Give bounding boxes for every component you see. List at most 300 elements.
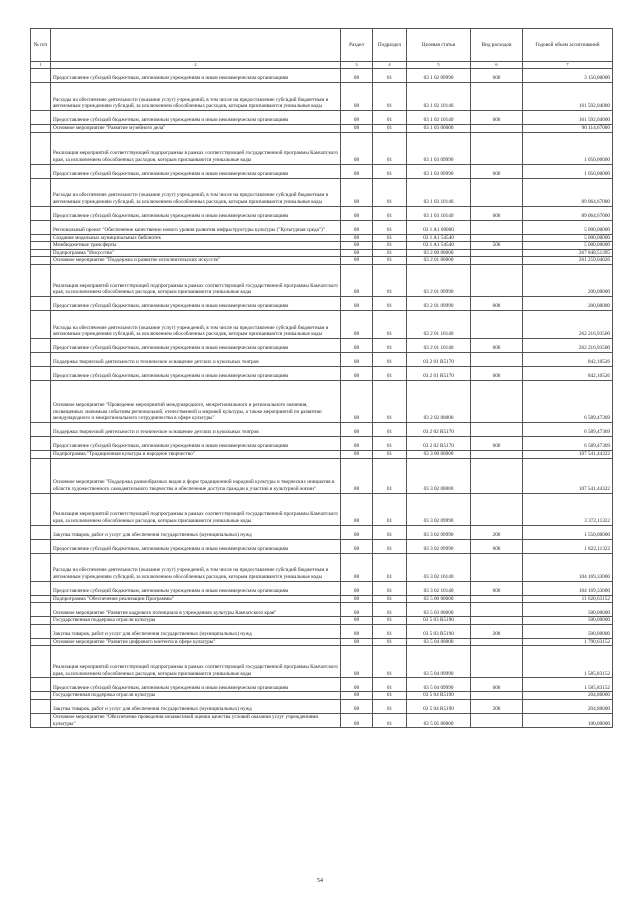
row-name-cell: Предоставление субсидий бюджетным, автономным учреждениям и иным некоммерческим организациям [51, 338, 341, 352]
amount-cell: 104 169,33000 [523, 553, 613, 581]
row-number-cell [31, 111, 51, 125]
podrazdel-cell: 01 [373, 352, 407, 366]
razdel-cell: 08 [341, 699, 373, 713]
razdel-cell: 08 [341, 69, 373, 83]
table-body [31, 69, 613, 728]
table-row [31, 132, 613, 164]
row-number-cell [31, 83, 51, 111]
table-row [31, 178, 613, 206]
row-name-cell: Основное мероприятие "Развитие кадрового потенциала в учреждениях культуры Камчатского края" [51, 603, 341, 617]
amount-cell: 204,80000 [523, 699, 613, 713]
expense-type-cell: 500 [471, 242, 523, 250]
table-row [31, 83, 613, 111]
budget-table [30, 28, 613, 728]
table-row [31, 310, 613, 338]
table-row [31, 111, 613, 125]
row-name-cell: Предоставление субсидий бюджетным, автономным учреждениям и иным некоммерческим организациям [51, 436, 341, 450]
target-article-cell: 03 3 02 10140 [407, 553, 471, 581]
row-name-cell: Расходы на обеспечение деятельности (оказание услуг) учреждений, в том числе на предоставление субсидий бюджетным и автономным учреждениям субсидий, за исключением обособленных расходов, которым присваиваются уникальные коды [51, 310, 341, 338]
podrazdel-cell: 01 [373, 296, 407, 310]
column-number-row [31, 62, 613, 69]
row-number-cell [31, 164, 51, 178]
amount-cell: 842,10526 [523, 366, 613, 380]
razdel-cell: 08 [341, 264, 373, 296]
expense-type-cell: 600 [471, 678, 523, 692]
expense-type-cell: 200 [471, 525, 523, 539]
expense-type-cell: 600 [471, 111, 523, 125]
row-name-cell: Основное мероприятие "Проведение мероприятий международного, межрегионального и регионального значения, посвященных значимым событиям региональной, отечественной и мировой культуры, а также мероприятий по развитию международного и межрегионального сотрудничества в сфере культуры" [51, 380, 341, 422]
podrazdel-cell: 01 [373, 699, 407, 713]
amount-cell: 842,10526 [523, 352, 613, 366]
target-article-cell: 03 1 02 09990 [407, 69, 471, 83]
razdel-cell: 08 [341, 624, 373, 638]
razdel-cell: 08 [341, 458, 373, 493]
expense-type-cell [471, 617, 523, 625]
row-number-cell [31, 178, 51, 206]
expense-type-cell: 600 [471, 164, 523, 178]
row-number-cell [31, 713, 51, 727]
podrazdel-cell: 01 [373, 603, 407, 617]
row-number-cell [31, 699, 51, 713]
razdel-cell: 08 [341, 646, 373, 678]
amount-cell: 1 050,00000 [523, 132, 613, 164]
podrazdel-cell: 01 [373, 617, 407, 625]
target-article-cell: 03 3 02 09990 [407, 539, 471, 553]
table-row [31, 624, 613, 638]
expense-type-cell [471, 257, 523, 265]
amount-cell: 1 585,83152 [523, 646, 613, 678]
target-article-cell: 03 5 03 R5190 [407, 624, 471, 638]
column-number: 7 [523, 62, 613, 69]
podrazdel-cell: 01 [373, 178, 407, 206]
razdel-cell: 08 [341, 111, 373, 125]
table-row [31, 699, 613, 713]
razdel-cell: 08 [341, 83, 373, 111]
razdel-cell: 08 [341, 125, 373, 133]
podrazdel-cell: 01 [373, 338, 407, 352]
row-name-cell: Создание модельных муниципальных библиотек [51, 234, 341, 242]
amount-cell: 3 372,11322 [523, 493, 613, 525]
table-row [31, 264, 613, 296]
amount-cell: 200,00000 [523, 264, 613, 296]
table-row [31, 366, 613, 380]
row-number-cell [31, 493, 51, 525]
row-name-cell: Основное мероприятие "Обеспечение проведения независимой оценки качества условий оказания услуг учреждениями культуры" [51, 713, 341, 727]
target-article-cell: 03 2 00 00000 [407, 249, 471, 257]
razdel-cell: 08 [341, 132, 373, 164]
expense-type-cell [471, 125, 523, 133]
row-number-cell [31, 617, 51, 625]
amount-cell: 1 585,83152 [523, 678, 613, 692]
row-number-cell [31, 380, 51, 422]
podrazdel-cell: 01 [373, 525, 407, 539]
expense-type-cell [471, 595, 523, 603]
row-number-cell [31, 132, 51, 164]
podrazdel-cell: 01 [373, 595, 407, 603]
row-name-cell: Поддержка творческой деятельности и техническое оснащение детских и кукольных театров [51, 422, 341, 436]
table-row [31, 713, 613, 727]
table-row [31, 242, 613, 250]
column-number: 6 [471, 62, 523, 69]
razdel-cell: 08 [341, 366, 373, 380]
row-name-cell: Предоставление субсидий бюджетным, автономным учреждениям и иным некоммерческим организациям [51, 296, 341, 310]
expense-type-cell [471, 264, 523, 296]
header-row [31, 29, 613, 62]
header-podrazdel: Подраздел [373, 29, 407, 62]
razdel-cell: 08 [341, 539, 373, 553]
podrazdel-cell: 01 [373, 234, 407, 242]
razdel-cell: 08 [341, 249, 373, 257]
target-article-cell: 03 1 02 10140 [407, 111, 471, 125]
row-name-cell: Расходы на обеспечение деятельности (оказание услуг) учреждений, в том числе на предоставление субсидий бюджетным и автономным учреждениям субсидий, за исключением обособленных расходов, которым присваиваются уникальные коды [51, 83, 341, 111]
target-article-cell: 03 2 02 R5170 [407, 436, 471, 450]
razdel-cell: 08 [341, 493, 373, 525]
target-article-cell: 03 3 02 10140 [407, 581, 471, 595]
row-name-cell: Расходы на обеспечение деятельности (оказание услуг) учреждений, в том числе на предоставление субсидий бюджетным и автономным учреждениям субсидий, за исключением обособленных расходов, которым присваиваются уникальные коды [51, 178, 341, 206]
target-article-cell: 03 1 03 09990 [407, 132, 471, 164]
column-number: 4 [373, 62, 407, 69]
amount-cell: 90 114,67000 [523, 125, 613, 133]
podrazdel-cell: 01 [373, 83, 407, 111]
table-row [31, 638, 613, 646]
target-article-cell: 03 5 04 R5190 [407, 699, 471, 713]
podrazdel-cell: 01 [373, 493, 407, 525]
expense-type-cell [471, 450, 523, 458]
table-row [31, 206, 613, 220]
row-name-cell: Региональный проект "Обеспечение качественно нового уровня развития инфраструктуры культуры ("Культурная среда")" [51, 220, 341, 234]
row-name-cell: Предоставление субсидий бюджетным, автономным учреждениям и иным некоммерческим организациям [51, 206, 341, 220]
target-article-cell: 03 2 01 R5170 [407, 352, 471, 366]
target-article-cell: 03 2 02 00000 [407, 380, 471, 422]
row-number-cell [31, 69, 51, 83]
row-name-cell: Реализация мероприятий соответствующей подпрограммы в рамках соответствующей государственной программы Камчатского края, за исключением обособленных расходов, которым присваиваются уникальные коды [51, 264, 341, 296]
amount-cell: 3 150,00000 [523, 69, 613, 83]
razdel-cell: 08 [341, 338, 373, 352]
podrazdel-cell: 01 [373, 638, 407, 646]
expense-type-cell [471, 638, 523, 646]
table-row [31, 338, 613, 352]
table-row [31, 296, 613, 310]
razdel-cell: 08 [341, 164, 373, 178]
table-row [31, 678, 613, 692]
row-name-cell: Предоставление субсидий бюджетным, автономным учреждениям и иным некоммерческим организациям [51, 539, 341, 553]
row-name-cell: Реализация мероприятий соответствующей подпрограммы в рамках соответствующей государственной программы Камчатского края, за исключением обособленных расходов, которым присваиваются уникальные коды [51, 646, 341, 678]
row-name-cell: Подпрограмма "Традиционная культура и народное творчество" [51, 450, 341, 458]
podrazdel-cell: 01 [373, 125, 407, 133]
expense-type-cell [471, 380, 523, 422]
podrazdel-cell: 01 [373, 206, 407, 220]
table-row [31, 539, 613, 553]
razdel-cell: 08 [341, 581, 373, 595]
amount-cell: 1 550,00000 [523, 525, 613, 539]
expense-type-cell [471, 646, 523, 678]
target-article-cell: 03 2 01 00000 [407, 257, 471, 265]
row-number-cell [31, 646, 51, 678]
podrazdel-cell: 01 [373, 220, 407, 234]
row-number-cell [31, 692, 51, 700]
row-number-cell [31, 436, 51, 450]
podrazdel-cell: 01 [373, 692, 407, 700]
expense-type-cell [471, 132, 523, 164]
razdel-cell: 08 [341, 603, 373, 617]
expense-type-cell [471, 603, 523, 617]
razdel-cell: 08 [341, 242, 373, 250]
razdel-cell: 08 [341, 617, 373, 625]
target-article-cell: 03 5 04 00000 [407, 638, 471, 646]
expense-type-cell [471, 83, 523, 111]
row-name-cell: Основное мероприятие "Поддержка разнообразных видов и форм традиционной народной культуры и творческих инициатив в области художественного самодеятельного творчества и обеспечение доступа граждан к участию в культурной жизни" [51, 458, 341, 493]
row-name-cell: Основное мероприятие "Развитие цифрового контента в сфере культуры" [51, 638, 341, 646]
row-name-cell: Расходы на обеспечение деятельности (оказание услуг) учреждений, в том числе на предоставление субсидий бюджетным и автономным учреждениям субсидий, за исключением обособленных расходов, которым присваиваются уникальные коды [51, 553, 341, 581]
header-target-article: Целевая статья [407, 29, 471, 62]
target-article-cell: 03 2 01 09990 [407, 264, 471, 296]
table-row [31, 458, 613, 493]
podrazdel-cell: 01 [373, 624, 407, 638]
expense-type-cell [471, 352, 523, 366]
page-number: 54 [317, 878, 323, 884]
table-row [31, 603, 613, 617]
podrazdel-cell: 01 [373, 450, 407, 458]
expense-type-cell [471, 553, 523, 581]
expense-type-cell [471, 458, 523, 493]
table-row [31, 646, 613, 678]
expense-type-cell [471, 310, 523, 338]
row-name-cell: Предоставление субсидий бюджетным, автономным учреждениям и иным некоммерческим организациям [51, 111, 341, 125]
document-sheet [30, 28, 612, 728]
column-number: 5 [407, 62, 471, 69]
row-number-cell [31, 458, 51, 493]
amount-cell: 89 064,67000 [523, 206, 613, 220]
amount-cell: 1 050,00000 [523, 164, 613, 178]
table-row [31, 692, 613, 700]
table-row [31, 581, 613, 595]
target-article-cell: 03 5 05 00000 [407, 713, 471, 727]
target-article-cell: 03 2 02 R5170 [407, 422, 471, 436]
row-number-cell [31, 366, 51, 380]
column-number: 3 [341, 62, 373, 69]
razdel-cell: 08 [341, 310, 373, 338]
podrazdel-cell: 01 [373, 132, 407, 164]
amount-cell: 107 541,44322 [523, 458, 613, 493]
row-number-cell [31, 234, 51, 242]
header-razdel: Раздел [341, 29, 373, 62]
amount-cell: 1 790,63152 [523, 638, 613, 646]
row-number-cell [31, 595, 51, 603]
razdel-cell: 08 [341, 692, 373, 700]
podrazdel-cell: 01 [373, 366, 407, 380]
podrazdel-cell: 01 [373, 111, 407, 125]
expense-type-cell: 600 [471, 69, 523, 83]
podrazdel-cell: 01 [373, 264, 407, 296]
row-name-cell: Межбюджетные трансферты [51, 242, 341, 250]
table-row [31, 617, 613, 625]
row-number-cell [31, 242, 51, 250]
razdel-cell: 08 [341, 525, 373, 539]
row-number-cell [31, 296, 51, 310]
amount-cell: 89 064,67000 [523, 178, 613, 206]
amount-cell: 100,00000 [523, 713, 613, 727]
razdel-cell: 08 [341, 206, 373, 220]
table-row [31, 380, 613, 422]
razdel-cell: 08 [341, 450, 373, 458]
target-article-cell: 03 2 01 10140 [407, 338, 471, 352]
amount-cell: 200,00000 [523, 296, 613, 310]
amount-cell: 6 589,47369 [523, 380, 613, 422]
row-name-cell: Подпрограмма "Искусство" [51, 249, 341, 257]
amount-cell: 204,80000 [523, 692, 613, 700]
table-row [31, 249, 613, 257]
amount-cell: 261 259,04026 [523, 257, 613, 265]
razdel-cell: 08 [341, 678, 373, 692]
expense-type-cell: 600 [471, 366, 523, 380]
amount-cell: 500,00000 [523, 617, 613, 625]
row-number-cell [31, 338, 51, 352]
podrazdel-cell: 01 [373, 581, 407, 595]
table-row [31, 525, 613, 539]
table-row [31, 69, 613, 83]
header-name [51, 29, 341, 62]
row-name-cell: Основное мероприятие "Поддержка и развитие исполнительских искусств" [51, 257, 341, 265]
amount-cell: 262 216,93500 [523, 310, 613, 338]
target-article-cell: 03 3 02 09990 [407, 493, 471, 525]
podrazdel-cell: 01 [373, 539, 407, 553]
razdel-cell: 08 [341, 436, 373, 450]
podrazdel-cell: 01 [373, 380, 407, 422]
row-number-cell [31, 206, 51, 220]
target-article-cell: 03 2 01 09990 [407, 296, 471, 310]
row-name-cell: Подпрограмма "Обеспечение реализации Программы" [51, 595, 341, 603]
table-row [31, 257, 613, 265]
razdel-cell: 08 [341, 638, 373, 646]
podrazdel-cell: 01 [373, 164, 407, 178]
expense-type-cell [471, 178, 523, 206]
expense-type-cell [471, 713, 523, 727]
table-row [31, 164, 613, 178]
header-annual-amount: Годовой объем ассигнований [523, 29, 613, 62]
expense-type-cell [471, 493, 523, 525]
row-name-cell: Закупка товаров, работ и услуг для обеспечения государственных (муниципальных) нужд [51, 525, 341, 539]
razdel-cell: 08 [341, 380, 373, 422]
amount-cell: 5 000,00000 [523, 242, 613, 250]
row-name-cell: Предоставление субсидий бюджетным, автономным учреждениям и иным некоммерческим организациям [51, 164, 341, 178]
row-number-cell [31, 603, 51, 617]
header-expense-type: Вид расходов [471, 29, 523, 62]
table-row [31, 595, 613, 603]
amount-cell: 161 592,04000 [523, 111, 613, 125]
podrazdel-cell: 01 [373, 436, 407, 450]
row-number-cell [31, 257, 51, 265]
target-article-cell: 03 5 03 00000 [407, 603, 471, 617]
row-number-cell [31, 352, 51, 366]
row-number-cell [31, 125, 51, 133]
row-number-cell [31, 264, 51, 296]
target-article-cell: 03 5 04 R5190 [407, 692, 471, 700]
razdel-cell: 08 [341, 422, 373, 436]
row-number-cell [31, 450, 51, 458]
row-number-cell [31, 310, 51, 338]
amount-cell: 104 169,33000 [523, 581, 613, 595]
row-number-cell [31, 553, 51, 581]
amount-cell: 262 216,93500 [523, 338, 613, 352]
amount-cell: 11 620,63152 [523, 595, 613, 603]
target-article-cell: 03 5 04 09990 [407, 646, 471, 678]
target-article-cell: 03 3 02 09990 [407, 525, 471, 539]
podrazdel-cell: 01 [373, 69, 407, 83]
table-row [31, 125, 613, 133]
expense-type-cell: 600 [471, 436, 523, 450]
row-name-cell: Предоставление субсидий бюджетным, автономным учреждениям и иным некоммерческим организациям [51, 581, 341, 595]
target-article-cell: 03 5 03 R5190 [407, 617, 471, 625]
header-num: № п/п [31, 29, 51, 62]
amount-cell: 6 589,47369 [523, 436, 613, 450]
row-number-cell [31, 638, 51, 646]
amount-cell: 267 848,51395 [523, 249, 613, 257]
row-number-cell [31, 539, 51, 553]
table-row [31, 436, 613, 450]
target-article-cell: 03 3 02 00000 [407, 458, 471, 493]
razdel-cell: 08 [341, 352, 373, 366]
table-row [31, 553, 613, 581]
target-article-cell: 03 1 02 10140 [407, 83, 471, 111]
target-article-cell: 03 5 00 00000 [407, 595, 471, 603]
row-number-cell [31, 678, 51, 692]
razdel-cell: 08 [341, 595, 373, 603]
expense-type-cell: 600 [471, 296, 523, 310]
row-name-cell: Государственная поддержка отрасли культуры [51, 617, 341, 625]
amount-cell: 500,00000 [523, 603, 613, 617]
row-number-cell [31, 422, 51, 436]
row-number-cell [31, 249, 51, 257]
row-number-cell [31, 581, 51, 595]
row-name-cell: Реализация мероприятий соответствующей подпрограммы в рамках соответствующей государственной программы Камчатского края, за исключением обособленных расходов, которым присваиваются уникальные коды [51, 493, 341, 525]
podrazdel-cell: 01 [373, 646, 407, 678]
target-article-cell: 03 1 03 10140 [407, 206, 471, 220]
expense-type-cell: 600 [471, 539, 523, 553]
table-row [31, 493, 613, 525]
razdel-cell: 08 [341, 257, 373, 265]
column-number: 1 [31, 62, 51, 69]
expense-type-cell: 600 [471, 206, 523, 220]
amount-cell: 161 592,04000 [523, 83, 613, 111]
podrazdel-cell: 01 [373, 553, 407, 581]
expense-type-cell [471, 234, 523, 242]
podrazdel-cell: 01 [373, 678, 407, 692]
row-name-cell: Закупка товаров, работ и услуг для обеспечения государственных (муниципальных) нужд [51, 624, 341, 638]
row-name-cell: Реализация мероприятий соответствующей подпрограммы в рамках соответствующей государственной программы Камчатского края, за исключением обособленных расходов, которым присваиваются уникальные коды [51, 132, 341, 164]
podrazdel-cell: 01 [373, 310, 407, 338]
target-article-cell: 03 1 03 09990 [407, 164, 471, 178]
razdel-cell: 08 [341, 553, 373, 581]
target-article-cell: 03 1 A1 54540 [407, 234, 471, 242]
amount-cell: 6 589,47369 [523, 422, 613, 436]
target-article-cell: 03 1 A1 00000 [407, 220, 471, 234]
target-article-cell: 03 2 01 10140 [407, 310, 471, 338]
row-number-cell [31, 624, 51, 638]
podrazdel-cell: 01 [373, 422, 407, 436]
row-name-cell: Основное мероприятие "Развитие музейного дела" [51, 125, 341, 133]
razdel-cell: 08 [341, 234, 373, 242]
podrazdel-cell: 01 [373, 249, 407, 257]
razdel-cell: 08 [341, 220, 373, 234]
row-name-cell: Предоставление субсидий бюджетным, автономным учреждениям и иным некоммерческим организациям [51, 678, 341, 692]
razdel-cell: 08 [341, 296, 373, 310]
table-row [31, 220, 613, 234]
expense-type-cell: 200 [471, 699, 523, 713]
target-article-cell: 03 1 A1 54540 [407, 242, 471, 250]
amount-cell: 500,00000 [523, 624, 613, 638]
row-name-cell: Государственная поддержка отрасли культуры [51, 692, 341, 700]
amount-cell: 1 822,11322 [523, 539, 613, 553]
